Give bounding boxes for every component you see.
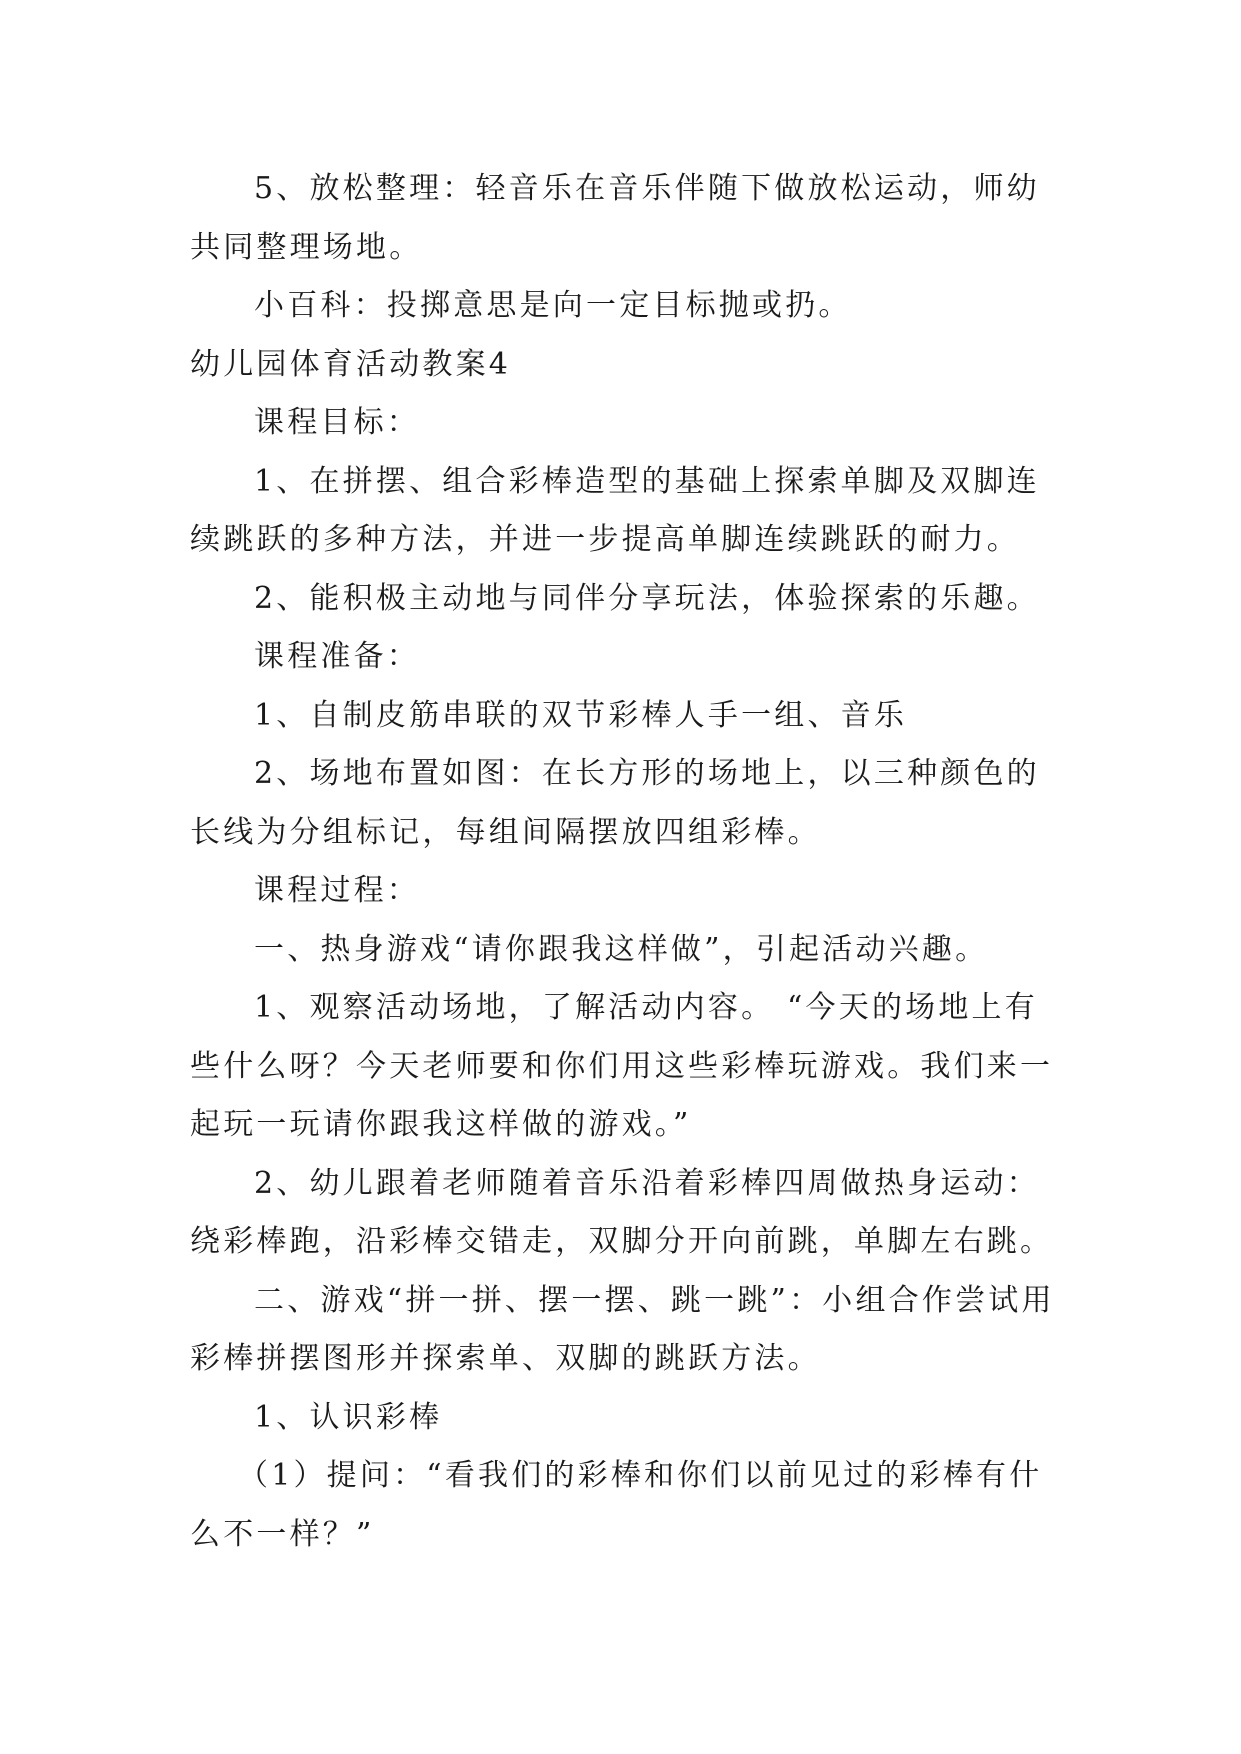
paragraph-prep-label: 课程准备： [254,639,420,674]
section-heading: 幼儿园体育活动教案4 [190,346,512,382]
paragraph-warmup-2: 2、幼儿跟着老师随着音乐沿着彩棒四周做热身运动：绕彩棒跑，沿彩棒交错走，双脚分开向前跳，单脚左右跳。 [190,1165,1054,1259]
paragraph-game: 二、游戏“拼一拼、摆一摆、跳一跳”：小组合作尝试用彩棒拼摆图形并探索单、双脚的跳跃方法。 [190,1282,1055,1376]
paragraph-game-1: 1、认识彩棒 [254,1399,443,1435]
paragraph-goals-label: 课程目标： [254,405,420,440]
document-body [190,160,1070,1564]
paragraph-warmup-1: 1、观察活动场地，了解活动内容。 “今天的场地上有些什么呀？今天老师要和你们用这些彩棒玩游戏。我们来一起玩一玩请你跟我这样做的游戏。” [190,990,1054,1142]
paragraph-game-question: （1）提问：“看我们的彩棒和你们以前见过的彩棒有什么不一样？” [190,1458,1043,1552]
paragraph-goal-1: 1、在拼摆、组合彩棒造型的基础上探索单脚及双脚连续跳跃的多种方法，并进一步提高单脚连续跳跃的耐力。 [190,463,1040,557]
paragraph-prep-2: 2、场地布置如图：在长方形的场地上，以三种颜色的长线为分组标记，每组间隔摆放四组彩棒。 [190,756,1040,850]
paragraph-encyclopedia: 小百科：投掷意思是向一定目标抛或扔。 [254,288,852,323]
paragraph-process-label: 课程过程： [254,873,420,908]
paragraph-warmup: 一、热身游戏“请你跟我这样做”，引起活动兴趣。 [254,931,989,967]
paragraph-prep-1: 1、自制皮筋串联的双节彩棒人手一组、音乐 [254,697,908,733]
paragraph-goal-2: 2、能积极主动地与同伴分享玩法，体验探索的乐趣。 [254,580,1040,616]
paragraph-relax: 5、放松整理：轻音乐在音乐伴随下做放松运动，师幼共同整理场地。 [190,171,1040,265]
